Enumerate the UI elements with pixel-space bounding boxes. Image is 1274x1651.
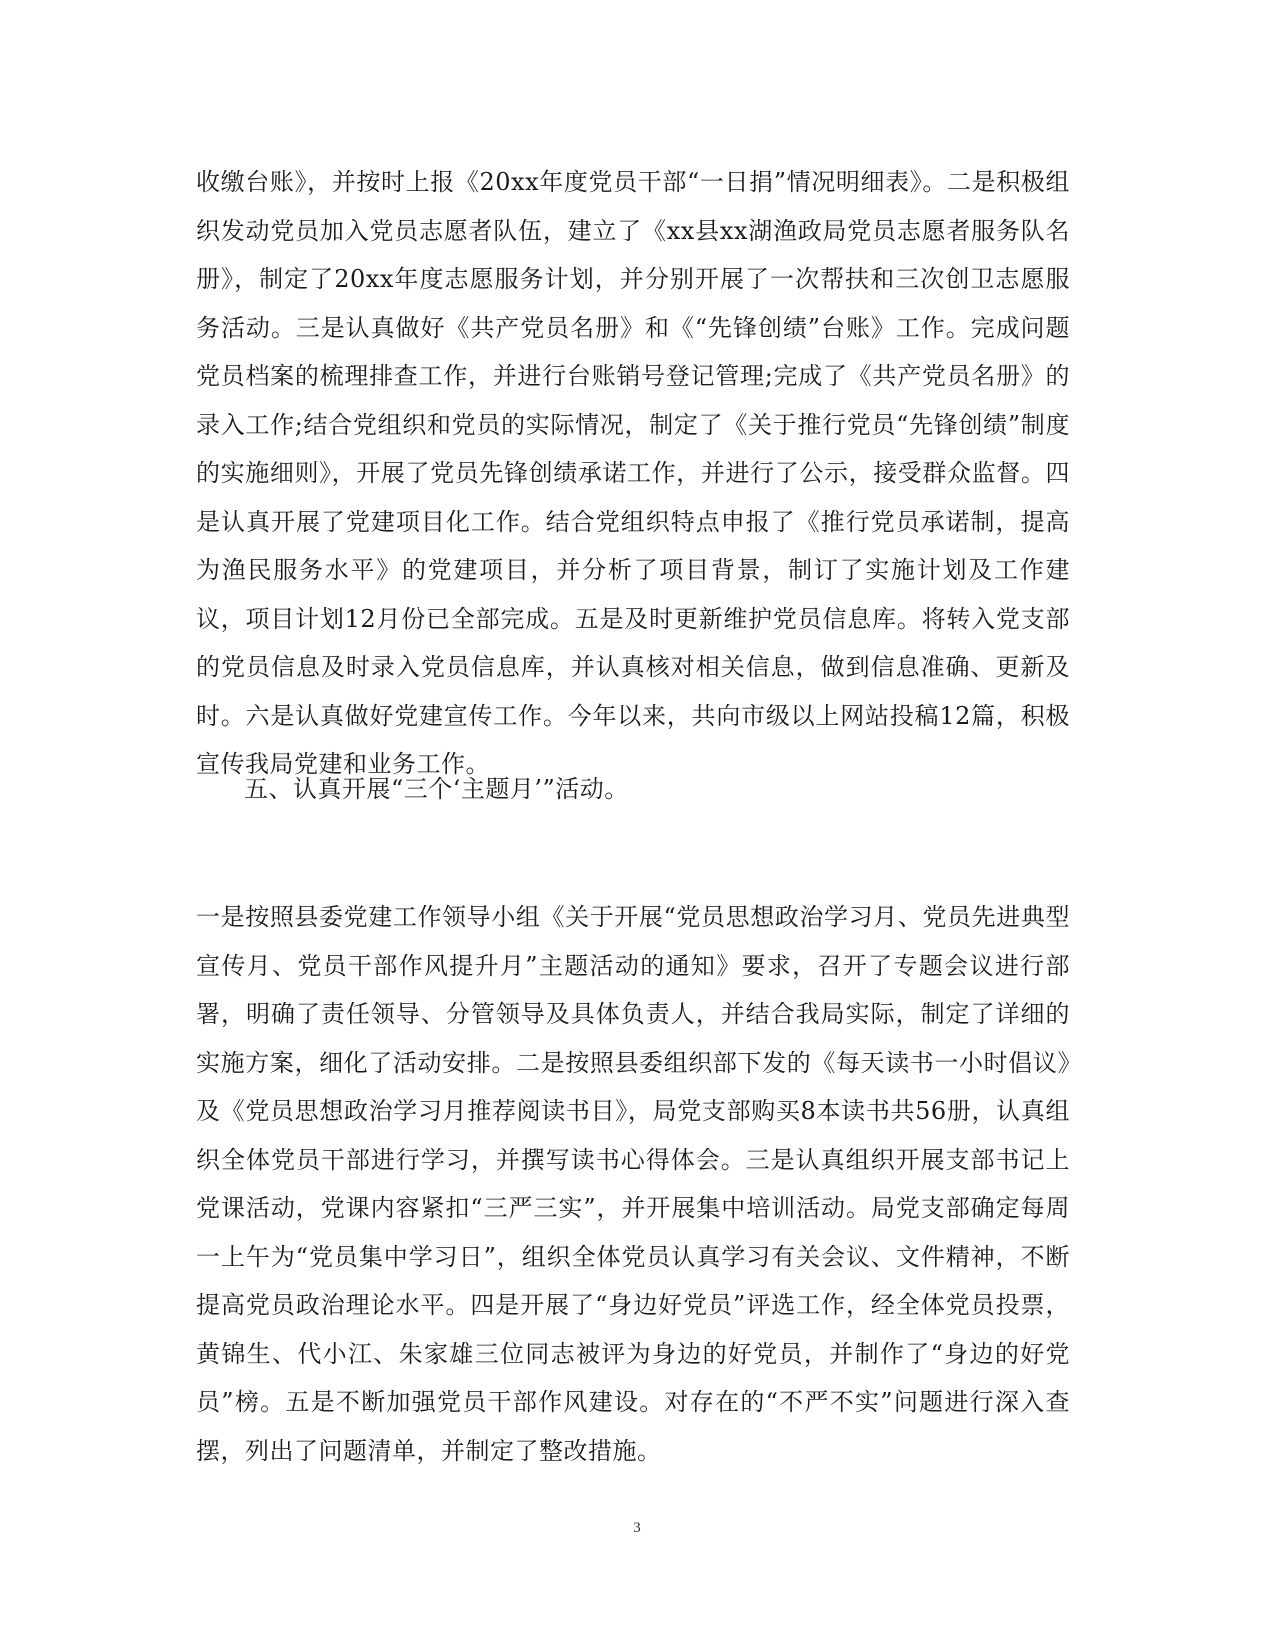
body-paragraph-2: 一是按照县委党建工作领导小组《关于开展“党员思想政治学习月、党员先进典型宣传月、党员干部作风提升月”主题活动的通知》要求，召开了专题会议进行部署，明确了责任领导、分管领导及具体负责人，并结合我局实际，制定了详细的实施方案，细化了活动安排。二是按照县委组织部下发的《每天读书一小时倡议》及《党员思想政治学习月推荐阅读书目》，局党支部购买8本读书共56册，认真组织全体党员干部进行学习，并撰写读书心得体会。三是认真组织开展支部书记上党课活动，党课内容紧扣“三严三实”，并开展集中培训活动。局党支部确定每周一上午为“党员集中学习日”，组织全体党员认真学习有关会议、文件精神，不断提高党员政治理论水平。四是开展了“身边好党员”评选工作，经全体党员投票，黄锦生、代小江、朱家雄三位同志被评为身边的好党员，并制作了“身边的好党员”榜。五是不断加强党员干部作风建设。对存在的“不严不实”问题进行深入查摆，列出了问题清单，并制定了整改措施。 bbox=[196, 903, 1070, 1465]
section-heading: 五、认真开展“三个‘主题月’”活动。 bbox=[244, 775, 629, 803]
page-number: 3 bbox=[633, 1520, 641, 1536]
body-paragraph-1: 收缴台账》，并按时上报《20xx年度党员干部“一日捐”情况明细表》。二是积极组织发动党员加入党员志愿者队伍，建立了《xx县xx湖渔政局党员志愿者服务队名册》，制定了20xx年度志愿服务计划，并分别开展了一次帮扶和三次创卫志愿服务活动。三是认真做好《共产党员名册》和《“先锋创绩”台账》工作。完成问题党员档案的梳理排查工作，并进行台账销号登记管理;完成了《共产党员名册》的录入工作;结合党组织和党员的实际情况，制定了《关于推行党员“先锋创绩”制度的实施细则》，开展了党员先锋创绩承诺工作，并进行了公示，接受群众监督。四是认真开展了党建项目化工作。结合党组织特点申报了《推行党员承诺制，提高为渔民服务水平》的党建项目，并分析了项目背景，制订了实施计划及工作建议，项目计划12月份已全部完成。五是及时更新维护党员信息库。将转入党支部的党员信息及时录入党员信息库，并认真核对相关信息，做到信息准确、更新及时。六是认真做好党建宣传工作。今年以来，共向市级以上网站投稿12篇，积极宣传我局党建和业务工作。 bbox=[196, 168, 1070, 778]
